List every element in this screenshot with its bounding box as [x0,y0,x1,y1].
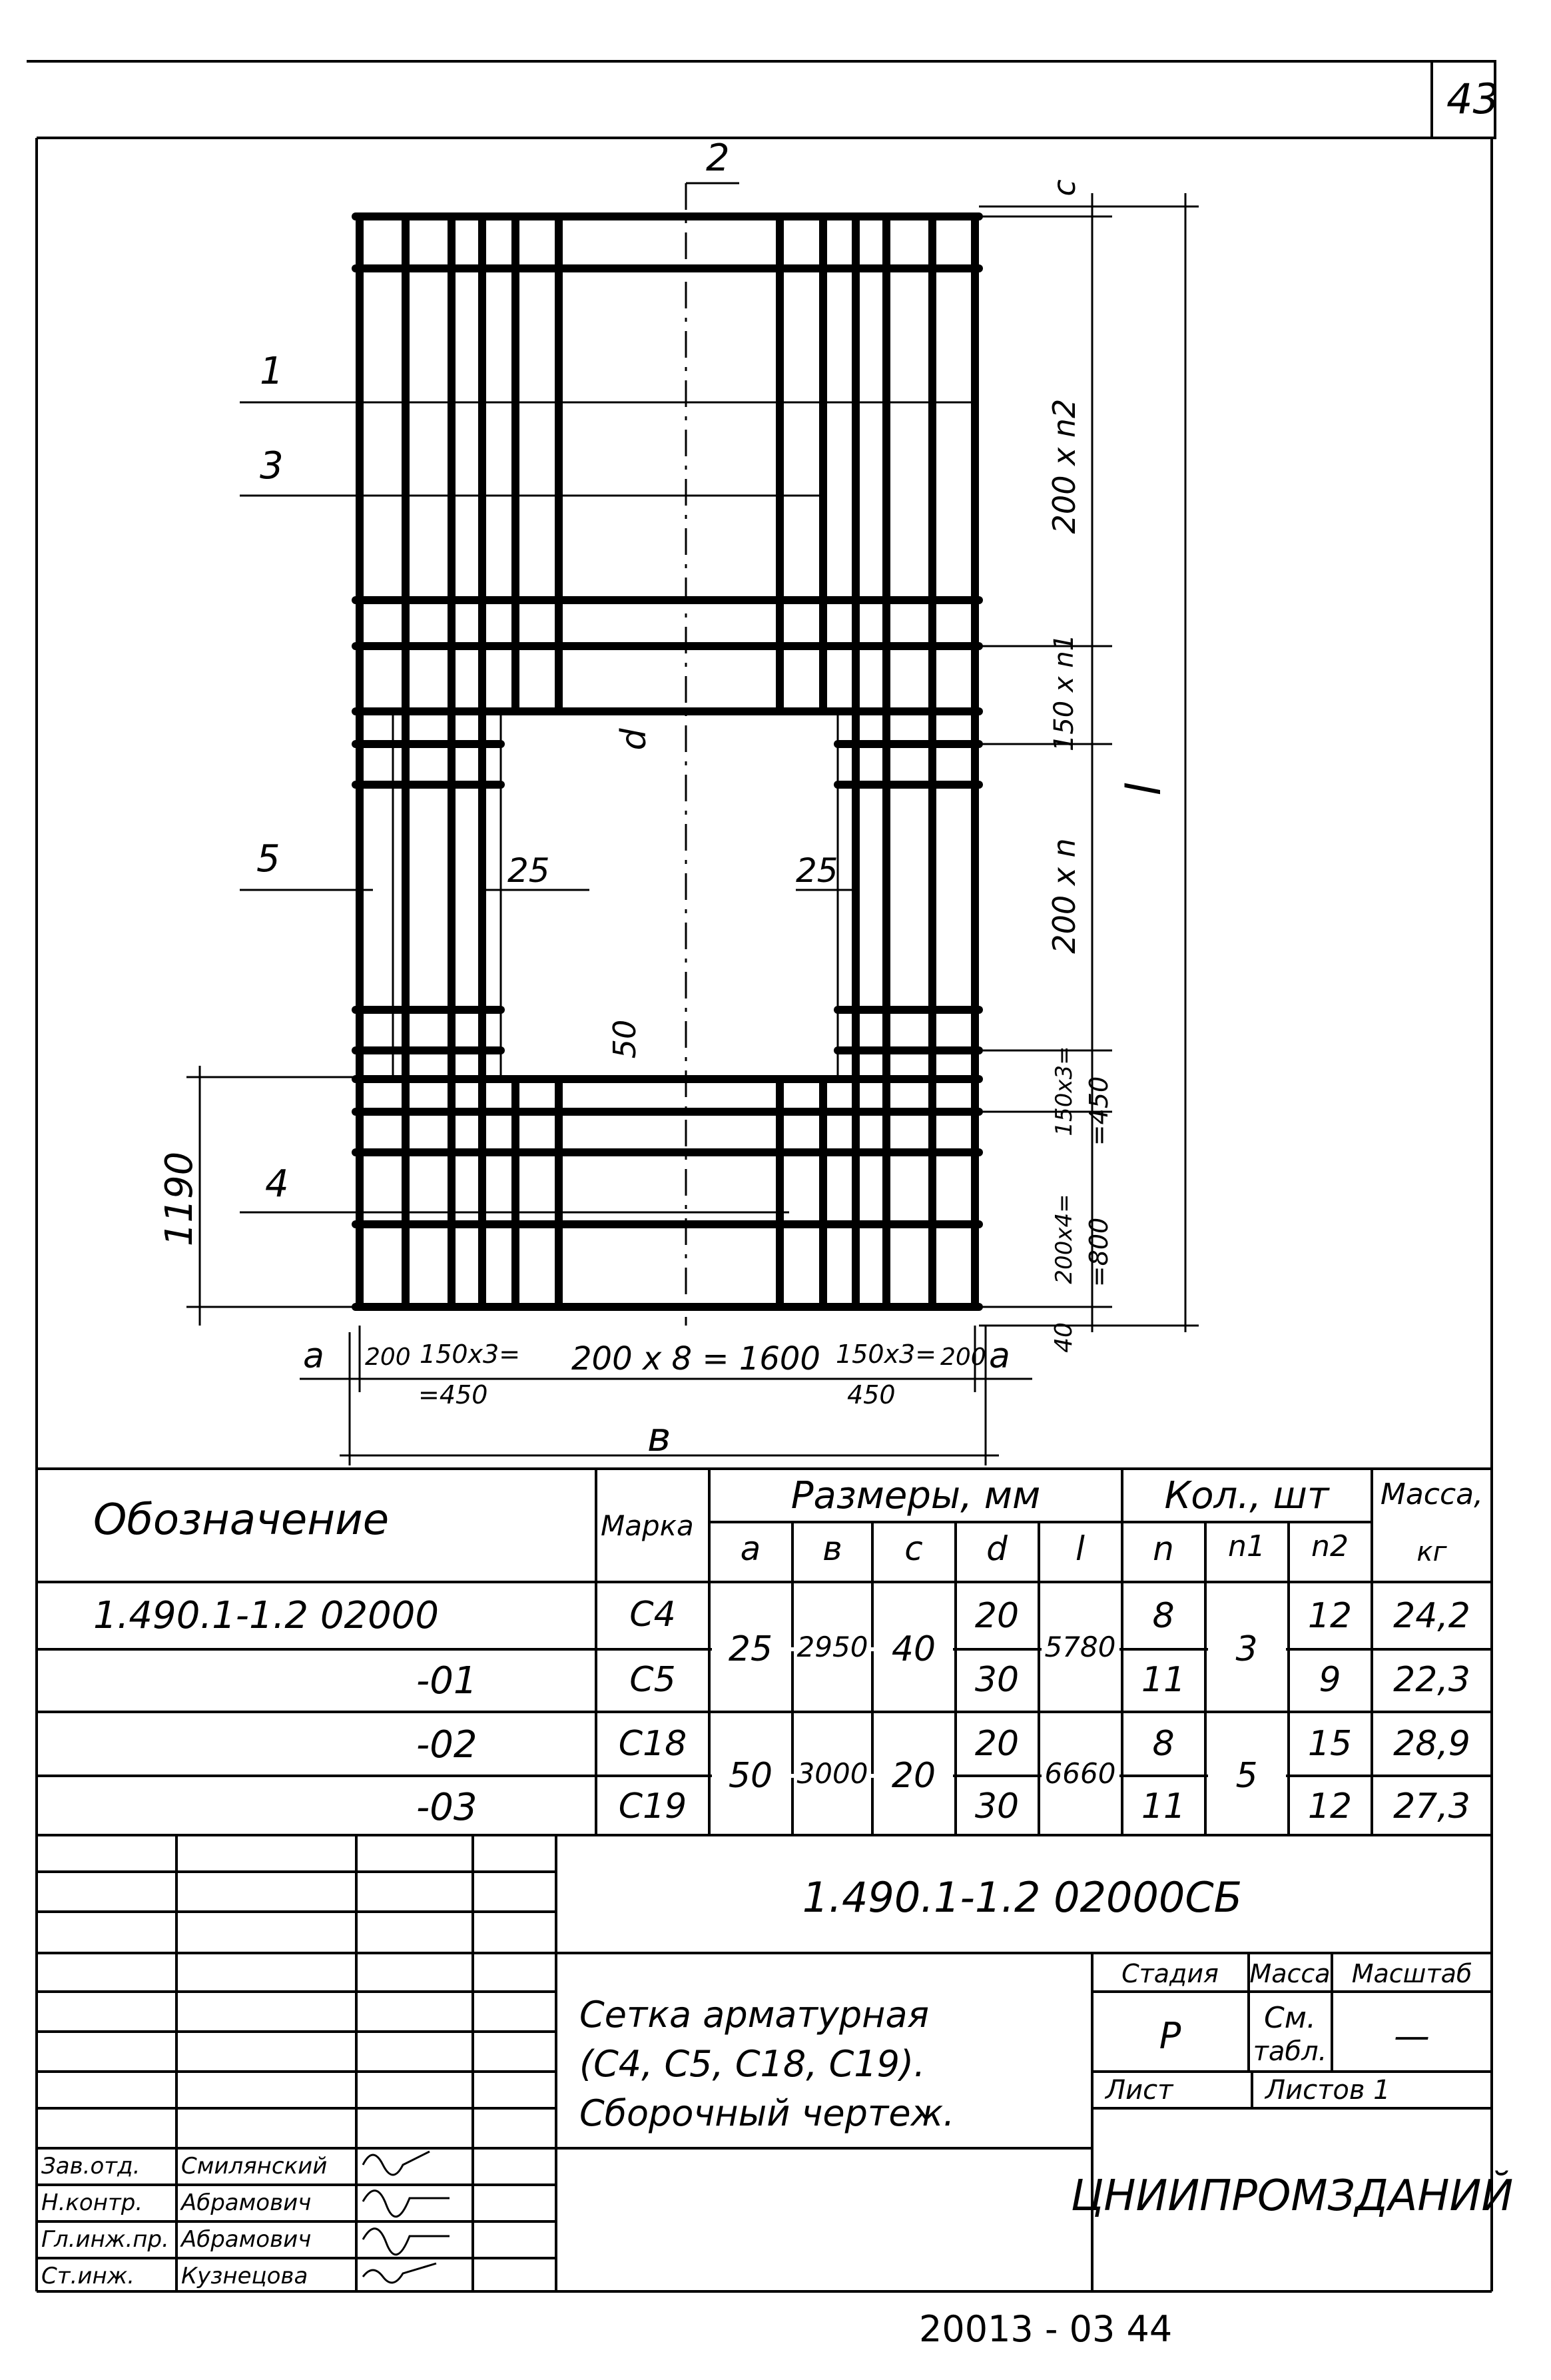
title-line-2: (С4, С5, С18, С19). [579,2043,926,2085]
row2-n2: 9 [1319,1660,1341,1700]
mass-value-line-1: См. [1264,2001,1316,2035]
dim-450-left-top: 150x3= [420,1340,521,1369]
scale-value: — [1394,2015,1430,2057]
merged-n1-bottom: 5 [1235,1756,1258,1796]
hdr-mass-unit: кг [1416,1537,1447,1567]
merged-b-bottom: 3000 [796,1757,868,1790]
row1-designation: 1.490.1-1.2 02000 [93,1594,439,1637]
dim-a-left: a [303,1336,324,1376]
row1-n2: 12 [1307,1596,1353,1636]
dim-450-a: 150x3= [1051,1046,1078,1136]
hdr-sizes: Размеры, мм [790,1474,1041,1517]
sig-role-4: Ст.инж. [41,2263,135,2289]
dim-800-a: 200x4= [1051,1194,1078,1284]
stage-label: Стадия [1121,1959,1219,1988]
scale-label: Масштаб [1351,1959,1472,1988]
doc-code: 1.490.1-1.2 02000СБ [802,1873,1243,1922]
hdr-n2: n2 [1311,1529,1349,1563]
row3-n2: 15 [1307,1724,1353,1764]
merged-b-top: 2950 [796,1631,868,1663]
dim-50: 50 [607,1019,643,1059]
dim-450-right-top: 150x3= [836,1340,937,1369]
dim-gap-right: 25 [796,851,838,890]
sig-name-2: Абрамович [181,2189,312,2216]
dim-d: d [614,728,654,751]
row1-n: 8 [1152,1596,1175,1636]
row2-mark: С5 [629,1660,676,1700]
page-number: 43 [1446,75,1499,123]
dim-200xn: 200 x n [1046,838,1082,954]
dim-150xn1: 150 x n1 [1049,633,1080,752]
merged-l-top: 5780 [1044,1631,1116,1663]
dim-800-b: =800 [1084,1217,1113,1288]
sig-name-4: Кузнецова [181,2263,308,2289]
hdr-n1: n1 [1228,1529,1265,1563]
dim-450-left-bottom: =450 [418,1380,488,1409]
merged-c-bottom: 20 [891,1756,936,1796]
row4-designation: -03 [416,1786,477,1829]
sheets-label: Листов 1 [1265,2075,1391,2106]
signature-scribbles [363,2152,450,2283]
row4-n2: 12 [1307,1786,1353,1826]
dim-b: в [647,1414,671,1461]
callout-position-5: 5 [256,837,280,881]
callout-section-2: 2 [706,137,730,180]
row1-mass: 24,2 [1393,1596,1470,1636]
sig-name-3: Абрамович [181,2226,312,2253]
dim-c: c [1046,179,1082,197]
row1-mark: С4 [629,1595,676,1635]
row3-mark: С18 [618,1724,687,1764]
dim-40: 40 [1050,1322,1078,1353]
dim-1190: 1190 [158,1151,201,1247]
hdr-c: c [904,1529,923,1568]
dim-l: l [1117,783,1171,796]
sig-role-2: Н.контр. [41,2189,143,2216]
hdr-mark: Марка [601,1509,694,1542]
merged-l-bottom: 6660 [1044,1757,1116,1790]
dim-1600: 200 x 8 = 1600 [571,1340,820,1378]
row4-d: 30 [974,1786,1020,1826]
row2-mass: 22,3 [1393,1660,1470,1700]
dim-a-right: a [989,1336,1010,1376]
merged-n1-top: 3 [1235,1629,1258,1669]
row3-n: 8 [1152,1724,1175,1764]
organization: ЦНИИПРОМЗДАНИЙ [1070,2172,1514,2221]
hdr-designation: Обозначение [93,1495,390,1545]
title-line-1: Сетка арматурная [579,1994,930,2036]
sig-name-1: Смилянский [181,2153,328,2180]
title-line-3: Сборочный чертеж. [579,2092,955,2134]
dim-200-left: 200 [365,1344,411,1371]
row2-d: 30 [974,1660,1020,1700]
hdr-l: l [1076,1529,1085,1568]
merged-a-bottom: 50 [728,1756,773,1796]
hdr-mass: Масса, [1380,1477,1484,1511]
hdr-a: a [740,1529,761,1568]
row3-mass: 28,9 [1393,1724,1470,1764]
row1-d: 20 [974,1596,1020,1636]
dim-200xn2: 200 x n2 [1046,398,1082,534]
dimension-lines [186,183,1199,1465]
row4-n: 11 [1141,1786,1186,1826]
sig-role-3: Гл.инж.пр. [41,2226,169,2253]
dim-450-right-bottom: 450 [847,1380,896,1409]
row4-mass: 27,3 [1393,1786,1470,1826]
row2-designation: -01 [416,1659,477,1703]
mass-value-line-2: табл. [1253,2036,1327,2067]
dim-200-right: 200 [940,1344,986,1371]
callout-position-1: 1 [260,350,284,393]
row3-d: 20 [974,1724,1020,1764]
dim-gap-left: 25 [507,851,550,890]
row2-n: 11 [1141,1660,1186,1700]
merged-a-top: 25 [728,1629,773,1669]
hdr-n: n [1153,1529,1174,1568]
hdr-b: в [822,1529,842,1568]
hdr-count: Кол., шт [1164,1474,1329,1517]
sig-role-1: Зав.отд. [41,2153,141,2180]
hdr-d: d [986,1529,1008,1568]
mesh-bars [356,216,979,1307]
row4-mark: С19 [618,1786,687,1826]
callout-position-3: 3 [260,444,284,488]
callout-position-4: 4 [265,1162,289,1206]
dim-450-b: =450 [1084,1076,1113,1146]
merged-c-top: 40 [891,1629,936,1669]
footer-code: 20013 - 03 44 [919,2308,1173,2350]
mass-label: Масса [1249,1959,1331,1988]
stage-value: Р [1159,2015,1181,2057]
row3-designation: -02 [416,1723,477,1767]
sheet-label: Лист [1105,2075,1173,2106]
